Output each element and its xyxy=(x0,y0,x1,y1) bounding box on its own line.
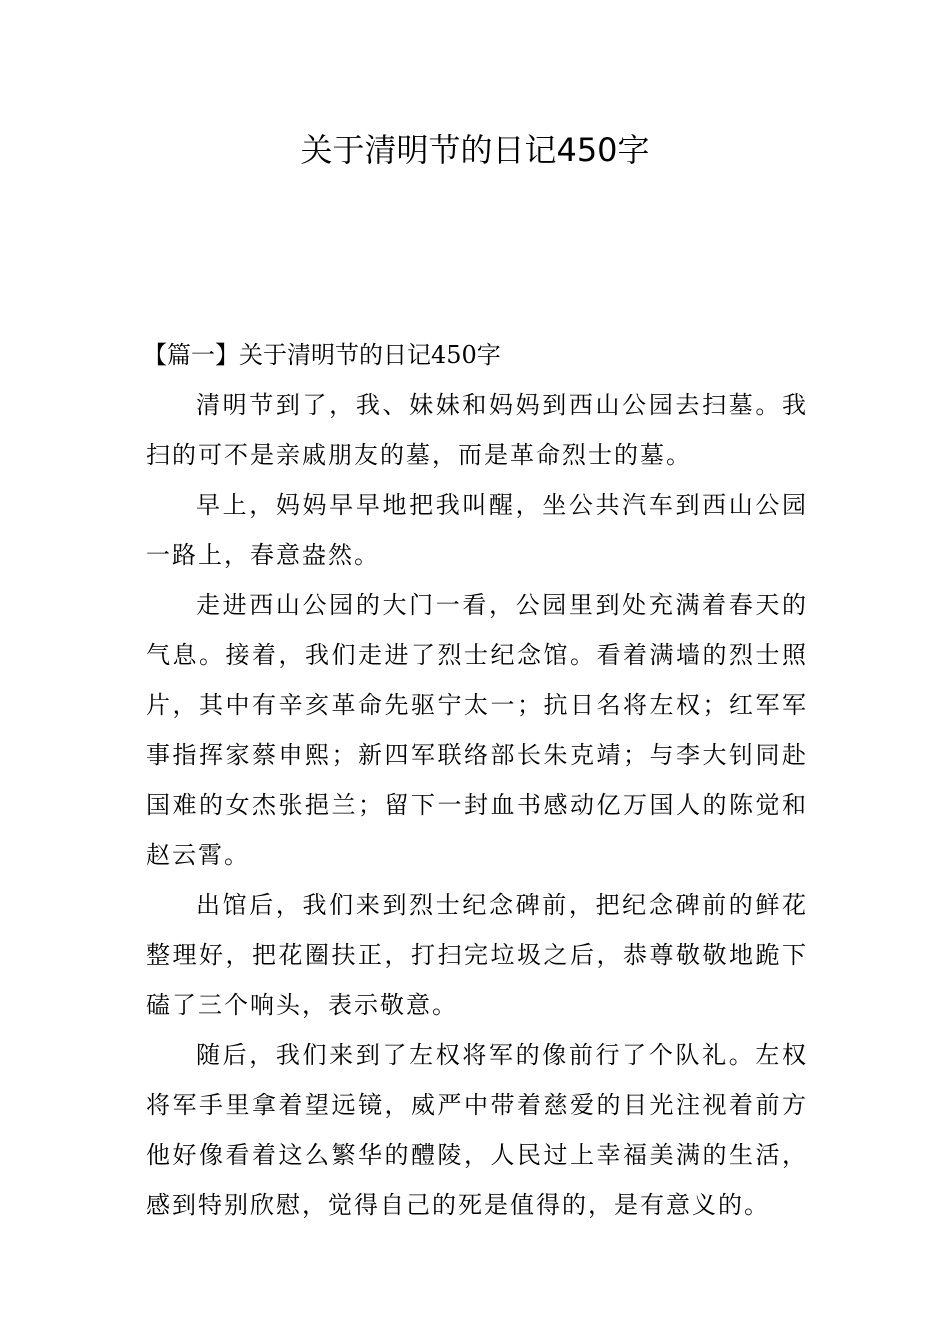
paragraph-3: 走进西山公园的大门一看，公园里到处充满着春天的气息。接着，我们走进了烈士纪念馆。看着满墙的烈士照片，其中有辛亥革命先驱宁太一；抗日名将左权；红军军事指挥家蔡申熙；新四军联络部长朱克靖；与李大钊同赴国难的女杰张挹兰；留下一封血书感动亿万国人的陈觉和赵云霄。 xyxy=(146,591,808,869)
paragraph-4: 出馆后，我们来到烈士纪念碑前，把纪念碑前的鲜花整理好，把花圈扶正，打扫完垃圾之后，恭尊敬敬地跪下磕了三个响头，表示敬意。 xyxy=(146,891,808,1019)
section-heading: 【篇一】关于清明节的日记450字 xyxy=(143,341,501,369)
paragraph-5: 随后，我们来到了左权将军的像前行了个队礼。左权将军手里拿着望远镜，威严中带着慈爱的目光注视着前方他好像看着这么繁华的醴陵，人民过上幸福美满的生活，感到特别欣慰，觉得自己的死是值得的，是有意义的。 xyxy=(146,1041,808,1219)
paragraph-2: 早上，妈妈早早地把我叫醒，坐公共汽车到西山公园一路上，春意盎然。 xyxy=(146,491,808,569)
document-title: 关于清明节的日记450字 xyxy=(300,131,650,169)
paragraph-1: 清明节到了，我、妹妹和妈妈到西山公园去扫墓。我扫的可不是亲戚朋友的墓，而是革命烈士的墓。 xyxy=(146,391,808,469)
document-body xyxy=(143,330,808,1230)
